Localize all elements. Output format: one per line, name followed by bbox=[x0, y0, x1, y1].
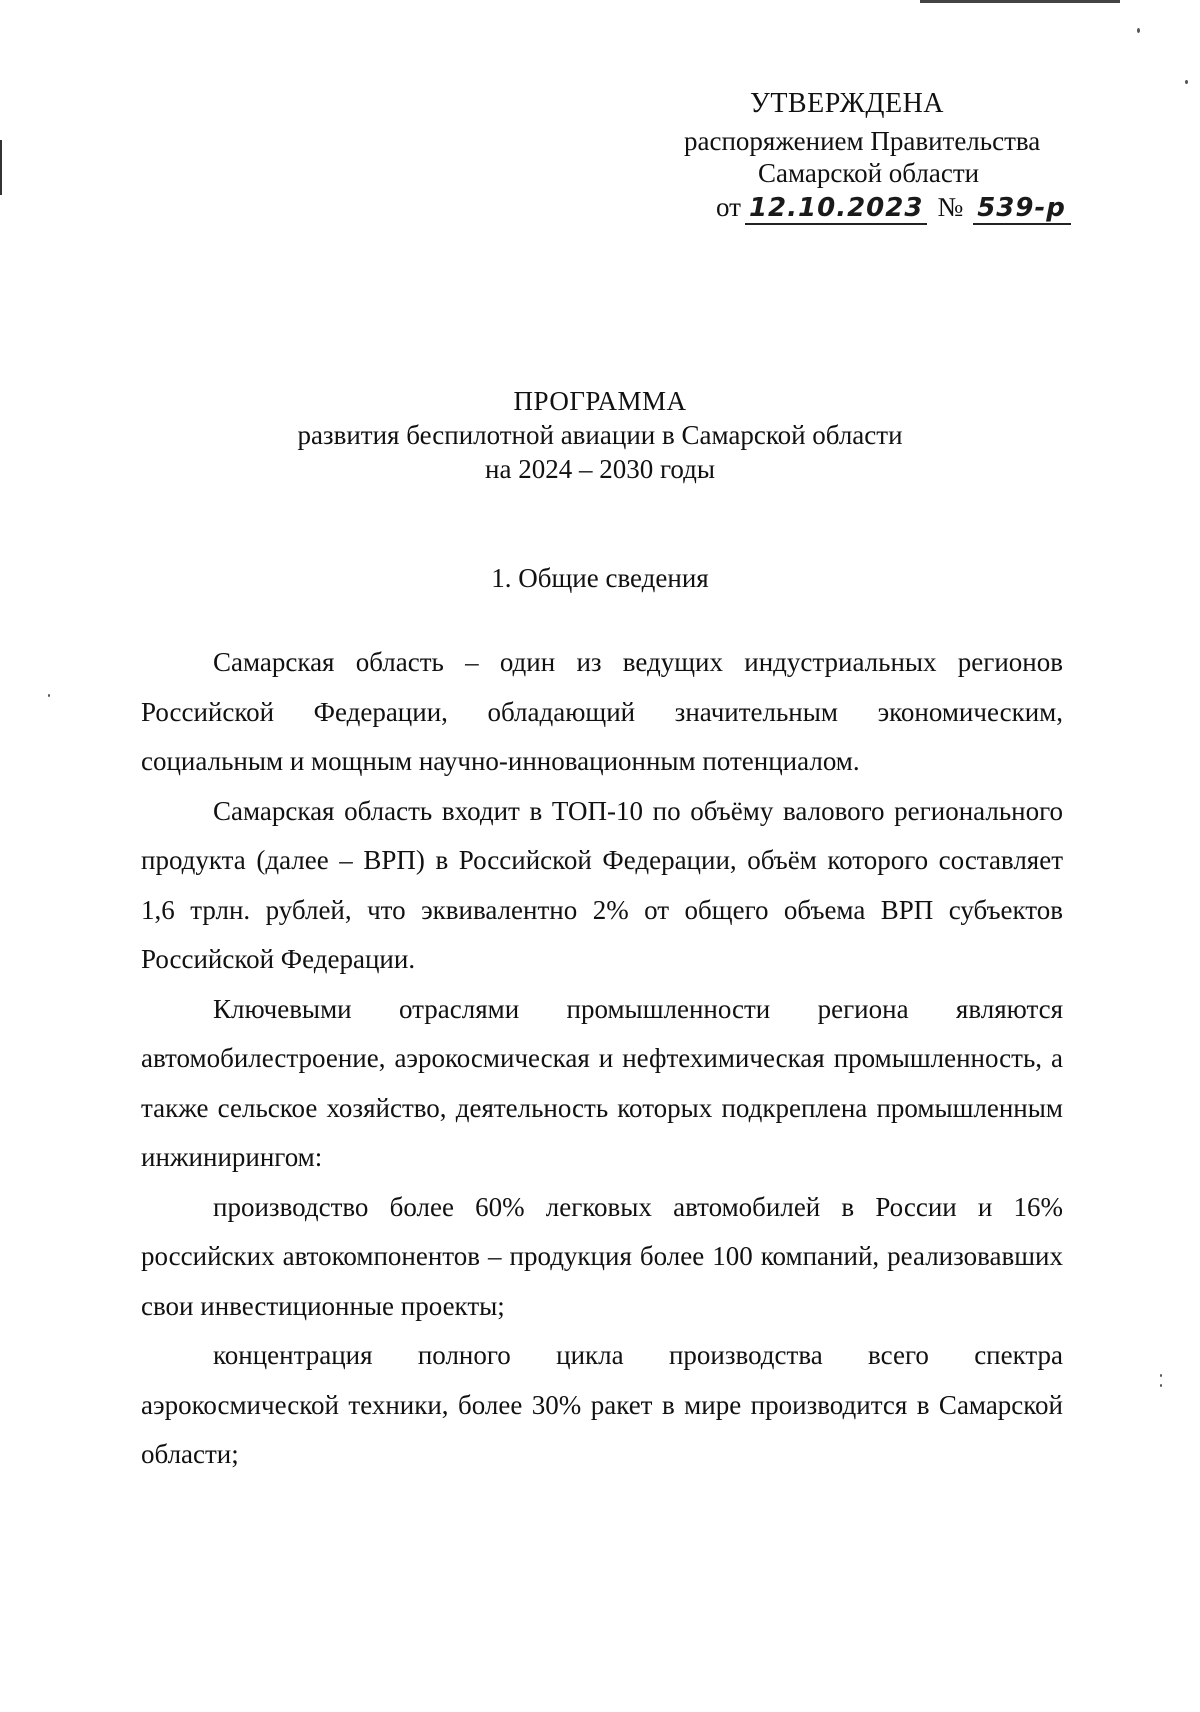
scan-speck bbox=[1185, 80, 1188, 84]
approval-date: 12.10.2023 bbox=[745, 193, 927, 225]
paragraph: концентрация полного цикла производства всего спектра аэрокосмической техники, более 30% ракет в мире производится в Самарской области; bbox=[141, 1340, 1063, 1469]
scan-speck bbox=[1137, 28, 1140, 33]
approval-from-label: от bbox=[716, 192, 741, 222]
scan-edge-line bbox=[920, 0, 1120, 3]
approval-region: Самарской области bbox=[758, 158, 980, 188]
approval-title: УТВЕРЖДЕНА bbox=[750, 88, 945, 119]
scan-speck bbox=[1160, 1384, 1162, 1387]
document-subtitle: развития беспилотной авиации в Самарской области bbox=[297, 420, 903, 450]
document-period: на 2024 – 2030 годы bbox=[485, 454, 715, 484]
section-heading: 1. Общие сведения bbox=[491, 563, 709, 593]
document-title: ПРОГРАММА bbox=[513, 386, 687, 416]
approval-authority: распоряжением Правительства bbox=[684, 126, 1041, 156]
approval-number-label: № bbox=[937, 192, 964, 222]
scan-speck bbox=[48, 694, 50, 697]
paragraph: Самарская область входит в ТОП-10 по объёму валового регионального продукта (далее – ВРП) в Российской Федерации, объём которого составляет 1,6 трлн. рублей, что эквивалентно 2% от общего объема ВРП субъектов Российской Федерации. bbox=[141, 795, 1063, 974]
approval-number: 539-р bbox=[973, 193, 1071, 225]
approval-reference bbox=[716, 192, 1071, 225]
section-body bbox=[141, 638, 1063, 1480]
paragraph: Ключевыми отраслями промышленности региона являются автомобилестроение, аэрокосмическая и нефтехимическая промышленность, а также сельское хозяйство, деятельность которых подкреплена промышленным инжинирингом: bbox=[141, 993, 1063, 1172]
paragraph: Самарская область – один из ведущих индустриальных регионов Российской Федерации, обладающий значительным экономическим, социальным и мощным научно-инновационным потенциалом. bbox=[141, 647, 1063, 776]
scan-speck bbox=[1160, 1374, 1162, 1377]
paragraph: производство более 60% легковых автомобилей в России и 16% российских автокомпонентов – продукция более 100 компаний, реализовавших свои инвестиционные проекты; bbox=[141, 1191, 1063, 1321]
scan-margin-mark bbox=[0, 140, 2, 195]
